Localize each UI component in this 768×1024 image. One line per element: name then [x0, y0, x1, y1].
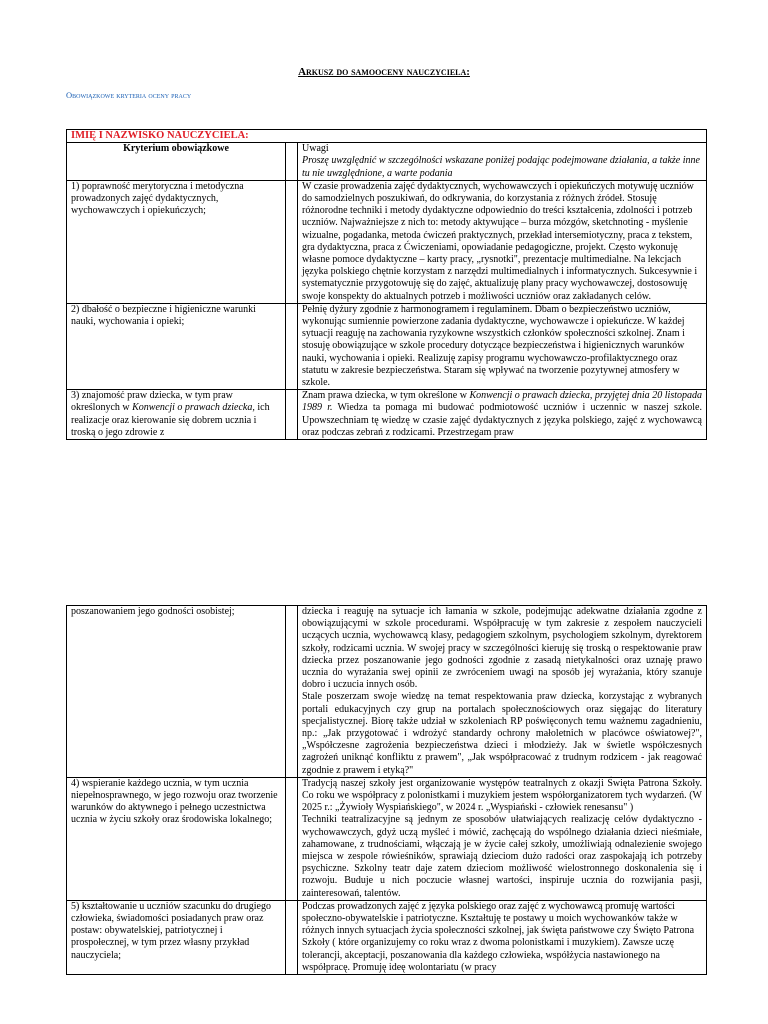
header-row: [67, 143, 707, 181]
criterion-text: ich realizacje oraz kierowanie się dobrem ucznia i troską o jego zdrowie z: [71, 402, 270, 438]
table-row: [67, 606, 707, 778]
teacher-name-label: IMIĘ I NAZWISKO NAUCZYCIELA:: [67, 130, 707, 143]
column-spacer: [286, 143, 298, 181]
self-assessment-table: [66, 129, 707, 440]
criterion-cell: 5) kształtowanie u uczniów szacunku do drugiego człowieka, świadomości posiadanych praw oraz postaw: obywatelskiej, patriotycznej i prospołecznej, w tym przez własny przykład nauczyciela;: [67, 900, 286, 974]
comments-header-note: Proszę uwzględnić w szczególności wskazane poniżej podając podejmowane działania, a także inne tu nie uwzględnione, a warte podania: [302, 155, 700, 179]
comment-text: Znam prawa dziecka, w tym określone w: [302, 390, 470, 402]
criterion-header: Kryterium obowiązkowe: [67, 143, 286, 181]
comment-cell: W czasie prowadzenia zajęć dydaktycznych, wychowawczych i opiekuńczych motywuję uczniów do samodzielnych poszukiwań, do odkrywania, do korzystania z różnych źródeł. Stosuję różnorodne techniki i metody dydaktyczne odpowiednio do treści kształcenia, zdolności i potrzeb uczniów. Najważniejsze z nich to: metody aktywujące – burza mózgów, sketchnoting - myślenie wizualne, pogadanka, metoda ćwiczeń praktycznych, przekład intersemiotyczny, praca z tekstem, gra dydaktyczna, praca z Ćwiczeniami, opowiadanie pedagogiczne, projekt. Często wykonuję własne pomoce dydaktyczne – karty pracy, „rysnotki", prezentacje multimedialne. Na lekcjach języka polskiego chętnie korzystam z narzędzi multimedialnych i informatycznych. Sukcesywnie i systematycznie przygotowuję się do zajęć, aktualizuję plany pracy wychowawczej, dostosowuję swoje konspekty do aktualnych potrzeb i możliwości uczniów oraz zakładanych celów.: [298, 180, 707, 303]
teacher-name-row: [67, 130, 707, 143]
comment-paragraph: Stale poszerzam swoje wiedzę na temat respektowania praw dziecka, korzystając z wybranych portali edukacyjnych czy grup na portalach społecznościowych oraz sięgając do literatury specjalistycznej. Biorę także udział w szkoleniach RP poświęconych temu ważnemu zagadnieniu, np.: „Jak przygotować i wdrożyć standardy ochrony małoletnich w placówce oświatowej?", „Współczesne zagrożenia bezpieczeństwa dzieci i młodzieży. Jak w świetle współczesnych zagrożeń uniknąć konfliktu z prawem", „Jak współpracować z trudnym rodzicem - jak reagować zgodnie z prawem i etyką?": [302, 691, 702, 776]
column-spacer: [286, 180, 298, 303]
table-row: [67, 303, 707, 389]
criterion-text: 3) znajomość praw dziecka, w tym praw określonych w: [71, 390, 233, 414]
column-spacer: [286, 390, 298, 440]
comment-paragraph: Tradycją naszej szkoły jest organizowanie występów teatralnych z okazji Święta Patrona Szkoły. Co roku we współpracy z polonistkami i muzykiem jestem współorganizatorem tych wydarzeń. (W 2025 r.: „Żywioły Wyspiańskiego", w 2024 r. „Wyspiański - człowiek renesansu" ): [302, 777, 702, 814]
column-spacer: [286, 303, 298, 389]
comment-cell: [298, 606, 707, 778]
criterion-cell: [67, 390, 286, 440]
comment-paragraph: Techniki teatralizacyjne są jednym ze sposobów ułatwiających realizację celów dydaktyczno - wychowawczych, gdyż uczą myśleć i mówić, zachęcają do wspólnego działania dzieci nieśmiałe, zahamowane, z trudnościami, włączają je w życie całej szkoły, umożliwiają odnalezienie swojego miejsca w zespole rówieśników, sprawiają dzieciom dużo radości oraz zaspokajają ich potrzeby psychiczne. Szkolny teatr daje zatem dzieciom możliwość wielostronnego doskonalenia się i rozwoju. Buduje u nich poczucie własnej wartości, inspiruje ucznia do rozwijania pasji, zainteresowań, talentów.: [302, 814, 702, 899]
comment-text-italic: Konwencji o prawach dziecka, przyjętej dnia 20 listopada 1989 r.: [302, 390, 702, 414]
table-row: [67, 390, 707, 440]
table-row: [67, 777, 707, 900]
table-row: [67, 900, 707, 974]
criterion-text-italic: Konwencji o prawach dziecka,: [132, 402, 255, 414]
comment-cell: Pełnię dyżury zgodnie z harmonogramem i regulaminem. Dbam o bezpieczeństwo uczniów, wykonując sumiennie powierzone zadania dydaktyczne, wychowawcze i opiekuńcze. W każdej sytuacji reaguję na zachowania ryzykowne wszystkich członków społeczności szkolnej. Znam i stosuję obowiązujące w szkole procedury dotyczące bezpieczeństwa i higienicznych warunków nauki, wychowania i opieki. Realizuję zapisy programu wychowawczo-profilaktycznego oraz statutu w zakresie bezpieczeństwa. Staram się wpływać na tworzenie pozytywnej atmosfery w szkole.: [298, 303, 707, 389]
criterion-cell: 2) dbałość o bezpieczne i higieniczne warunki nauki, wychowania i opieki;: [67, 303, 286, 389]
column-spacer: [286, 606, 298, 778]
comment-cell: Podczas prowadzonych zajęć z języka polskiego oraz zajęć z wychowawcą promuję wartości społeczno-obywatelskie i patriotyczne. Kształtuję te postawy u moich wychowanków także w różnych innych sytuacjach życia społeczności szkolnej, jak święta państwowe czy Święto Patrona Szkoły ( które organizujemy co roku wraz z dwoma polonistkami i muzykiem). Zawsze uczę tolerancji, akceptacji, poszanowania dla każdego człowieka, współżycia nastawionego na współpracę. Promuję ideę wolontariatu (w pracy: [298, 900, 707, 974]
self-assessment-table-continued: [66, 605, 707, 975]
criterion-cell: poszanowaniem jego godności osobistej;: [67, 606, 286, 778]
criterion-cell: 4) wspieranie każdego ucznia, w tym ucznia niepełnosprawnego, w jego rozwoju oraz tworzenie warunków do aktywnego i pełnego uczestnictwa ucznia w życiu szkoły oraz środowiska lokalnego;: [67, 777, 286, 900]
comment-text: Wiedza ta pomaga mi budować podmiotowość uczniów i uczennic w naszej szkole. Upowszechniam tę wiedzę w czasie zajęć dydaktycznych z języka polskiego, zajęć z wychowawcą oraz podczas zebrań z rodzicami. Przestrzegam praw: [302, 402, 702, 438]
page-subtitle: Obowiązkowe kryteria oceny pracy: [66, 90, 192, 100]
criterion-cell: 1) poprawność merytoryczna i metodyczna prowadzonych zajęć dydaktycznych, wychowawczych i opiekuńczych;: [67, 180, 286, 303]
column-spacer: [286, 777, 298, 900]
comments-header: [298, 143, 707, 181]
comment-cell: [298, 777, 707, 900]
comments-header-title: Uwagi: [302, 143, 329, 155]
column-spacer: [286, 900, 298, 974]
comment-cell: [298, 390, 707, 440]
comment-paragraph: dziecka i reaguję na sytuacje ich łamania w szkole, podejmując adekwatne działania zgodne z obowiązującymi w szkole procedurami. Współpracuję w tym zakresie z zespołem nauczycieli uczących ucznia, wychowawcą klasy, pedagogiem szkolnym, psychologiem szkolnym, dyrektorem szkoły, rodzicami ucznia. W swojej pracy w szczególności kieruję się troską o respektowanie praw dziecka przez poszanowanie jego godności zgodnie z zasadą nietykalności oraz uznaję prawo ucznia do wyrażania swej opinii ze zwróceniem uwagi na sposób jej wyrażania, który szanuje dobro i uczucia innych osób.: [302, 606, 702, 691]
table-row: [67, 180, 707, 303]
page-title: Arkusz do samooceny nauczyciela:: [298, 66, 470, 78]
